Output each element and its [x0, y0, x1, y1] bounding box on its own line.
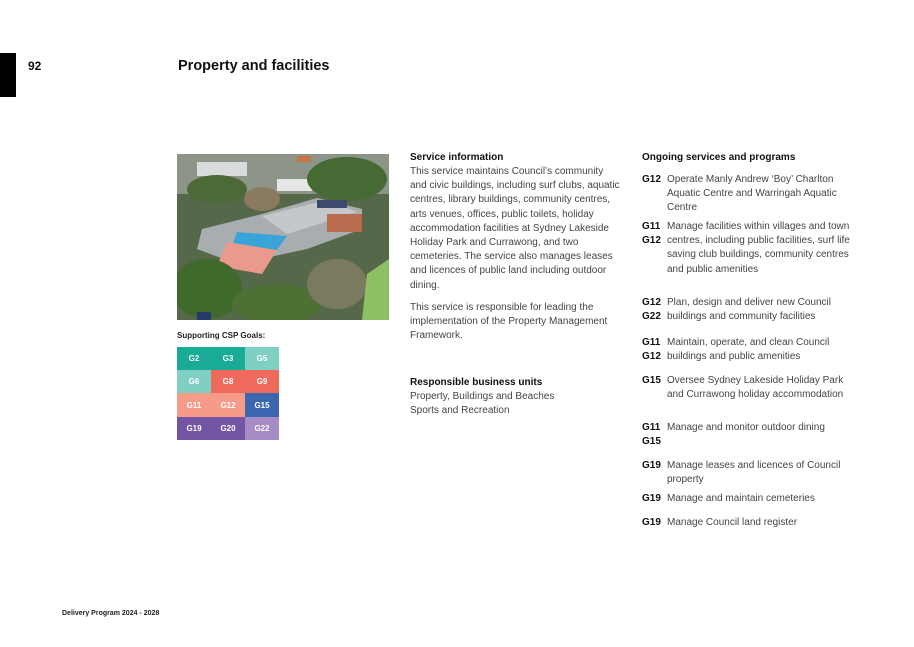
business-unit: Property, Buildings and Beaches: [410, 391, 555, 402]
goal-cell: G15: [245, 393, 279, 417]
responsible-units-heading: Responsible business units: [410, 377, 543, 388]
goal-cell: G19: [177, 417, 211, 440]
service-info-paragraph: This service is responsible for leading the implementation of the Property Management Framework.: [410, 301, 608, 342]
aerial-photo: [177, 154, 389, 320]
program-item: [642, 374, 852, 402]
program-description: Manage and monitor outdoor dining: [667, 422, 825, 433]
goal-codes: G19: [642, 493, 661, 504]
page-title: Property and facilities: [178, 58, 330, 74]
goal-cell: G5: [245, 347, 279, 370]
goal-codes: G19: [642, 460, 661, 471]
footer-text: Delivery Program 2024 - 2028: [62, 610, 160, 617]
ongoing-services: [642, 151, 852, 165]
business-unit: Sports and Recreation: [410, 405, 510, 417]
service-info-heading: Service information: [410, 152, 504, 163]
goal-cell: G22: [245, 417, 279, 440]
goal-cell: G11: [177, 393, 211, 417]
goal-cell: G9: [245, 370, 279, 393]
program-item: [642, 296, 852, 324]
ongoing-heading: Ongoing services and programs: [642, 152, 796, 163]
program-description: Maintain, operate, and clean Council buildings and public amenities: [667, 337, 830, 363]
program-description: Plan, design and deliver new Council buildings and community facilities: [667, 297, 831, 323]
goal-cell: G3: [211, 347, 245, 370]
csp-goals-grid: [177, 347, 279, 440]
service-information: [410, 151, 620, 343]
goal-cell: G20: [211, 417, 245, 440]
program-description: Operate Manly Andrew ‘Boy’ Charlton Aquatic Centre and Warringah Aquatic Centre: [667, 174, 837, 214]
program-item: [642, 459, 852, 487]
csp-goals-label: Supporting CSP Goals:: [177, 331, 266, 340]
goal-codes: G11 G12: [642, 221, 661, 247]
program-item: [642, 336, 852, 364]
service-info-paragraph: This service maintains Council’s community and civic buildings, including surf clubs, aquatic centres, library buildings, community centres, arts venues, offices, public toilets, holiday accommodation facilities at Sydney Lakeside Holiday Park and Currawong, and two cemeteries. The service also manages leases and licences of public land including outdoor dining.: [410, 166, 620, 291]
program-item: [642, 492, 852, 506]
goal-codes: G15: [642, 375, 661, 386]
goal-cell: G2: [177, 347, 211, 370]
responsible-business-units: [410, 376, 620, 418]
program-description: Manage leases and licences of Council property: [667, 460, 841, 486]
program-description: Oversee Sydney Lakeside Holiday Park and Currawong holiday accommodation: [667, 375, 844, 401]
goal-codes: G11 G15: [642, 422, 661, 448]
program-description: Manage and maintain cemeteries: [667, 493, 815, 504]
program-item: [642, 421, 852, 449]
goal-codes: G12: [642, 174, 661, 185]
goal-codes: G12 G22: [642, 297, 661, 323]
program-item: [642, 220, 852, 277]
goal-cell: G12: [211, 393, 245, 417]
side-tab-marker: [0, 53, 16, 97]
program-description: Manage Council land register: [667, 517, 798, 528]
goal-codes: G19: [642, 517, 661, 528]
program-item: [642, 173, 852, 216]
program-item: [642, 516, 852, 530]
page-number: 92: [28, 59, 42, 73]
program-description: Manage facilities within villages and town centres, including public facilities, surf life saving club buildings, community centres and public amenities: [667, 221, 850, 275]
goal-codes: G11 G12: [642, 337, 661, 363]
goal-cell: G6: [177, 370, 211, 393]
goal-cell: G8: [211, 370, 245, 393]
